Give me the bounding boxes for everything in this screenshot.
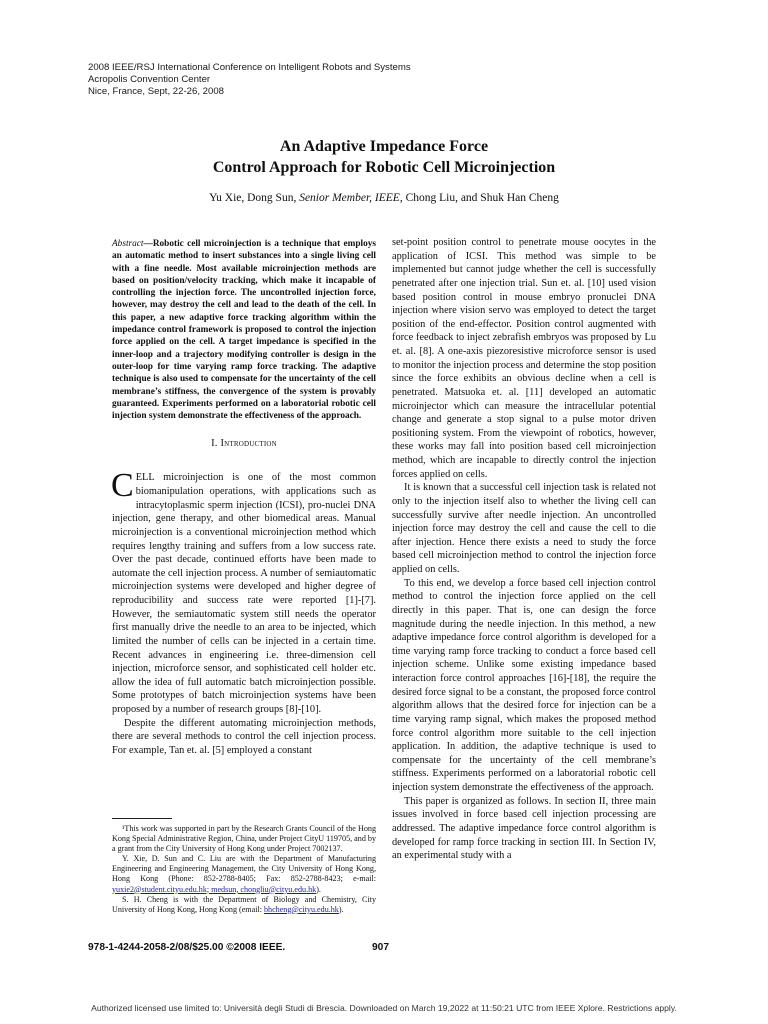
paragraph: Despite the different automating microinjection methods, there are several methods to control the cell injection process. For example, Tan et. al. [5] employed a constant [112,717,376,756]
author-list [0,191,768,205]
right-column [392,236,656,863]
abstract [112,238,376,422]
isbn-copyright: 978-1-4244-2058-2/08/$25.00 ©2008 IEEE. [88,942,286,953]
footnote-text: S. H. Cheng is with the Department of Biology and Chemistry, City University of Hong Kong, Hong Kong (email: [112,894,376,914]
paper-title [0,136,768,178]
left-column [112,238,376,758]
conference-name: 2008 IEEE/RSJ International Conference on Intelligent Robots and Systems [88,62,411,73]
authors-part-1: Yu Xie, Dong Sun, [209,192,300,204]
paragraph: set-point position control to penetrate mouse oocytes in the application of ICSI. This method was simple to be implemented but cannot judge whether the cell is successfully penetrated after one injection trial. Sun et. al. [10] used vision based position control in mouse embryo pronuclei DNA injection where vision servo was employed to detect the target position of the end-effector. Position control augmented with force feedback to inject zebrafish embryos was proposed by Lu et. al. [8]. A one-axis piezoresistive microforce sensor is used to monitor the injection process and determine the stop position since the force exhibits an obvious decline when a cell is penetrated. Matsuoka et. al. [11] developed an automatic microinjector which can measure the intracellular potential change and generate a stop signal to a pulse motor driven positioning system. From the viewpoint of robotics, however, these works may fall into position based cell microinjection method, which are incapable to directly control the injection forces applied on cells. [392,237,656,480]
footnote-rule [112,818,172,819]
abstract-label: Abstract [112,239,144,249]
paragraph-text: ELL microinjection is one of the most common biomanipulation operations, with applications such as intracytoplasmic sperm injection (ICSI), pro-nuclei DNA injection, gene therapy, and other biomedical areas. Manual microinjection is a conventional microinjection method which requires lengthy training and suffers from a low success rate. Over the past decade, continued efforts have been made to automate the cell injection process. A number of semiautomatic microinjection systems were developed and higher degree of reproducibility and success rate were reported [1]-[7]. However, the semiautomatic system still needs the operator first manually drive the needle to an area to be injected, which limited the number of cells can be injected in a certain time. Recent advances in engineering i.e. three-dimension cell injection, microforce sensor, and sophisticated cell holder etc. allow the idea of full automatic batch microinjection possible. Some prototypes of batch microinjection systems have been proposed by a number of research groups [8]-[10]. [112,472,376,716]
section-heading-introduction: I. Introduction [211,438,277,450]
conference-dates: Nice, France, Sept, 22-26, 2008 [88,86,224,97]
authors-part-2: , Chong Liu, and Shuk Han Cheng [399,192,559,204]
paragraph: It is known that a successful cell injection task is related not only to the injection itself also to whether the living cell can successfully survive after needle injection. An uncontrolled injection force may destroy the cell and cause the cell to die after injection. Hence there exists a need to study the force based cell microinjection method to control the injection force applied on cells. [392,482,656,575]
footnote-affiliation-1 [112,854,376,894]
footnote-funding: ¹This work was supported in part by the Research Grants Council of the Hong Kong Special Administrative Region, China, under Project CityU 119705, and by a grant from the City University of Hong Kong under Project 7002137. [112,824,376,854]
email-link[interactable]: yuxie2@student.cityu.edu.hk; medsun, chongliu@cityu.edu.hk [112,884,317,894]
footnote-text-end: ). [316,884,321,894]
conference-venue: Acropolis Convention Center [88,74,211,85]
footnote-text: Y. Xie, D. Sun and C. Liu are with the Department of Manufacturing Engineering and Engineering Management, the City University of Hong Kong, Hong Kong (Phone: 852-2788-8405; Fax: 852-2788-8423; e-mail: [112,854,376,884]
author-role: Senior Member, IEEE [299,192,400,204]
footnote-affiliation-2 [112,895,376,915]
footnote-text-end: ). [338,904,344,914]
drop-cap: C [111,467,134,505]
title-line-1: An Adaptive Impedance Force [279,138,489,155]
page-number: 907 [372,942,389,953]
paragraph: To this end, we develop a force based cell injection control method to control the injection force applied on the cell directly in this paper. That is, one can design the force magnitude during the needle injection. In this method, a new adaptive impedance force control algorithm is developed for a time varying ramp force tracking to conduct a force based cell injection scheme. Unlike some existing impedance based interaction force control approaches [16]-[18], the require the desired force signal to be a constant, the proposed force control algorithm allows that the desired force for injection can be a time varying ramp signal, which makes the proposed method force control algorithm more suitable to the cell injection application. In addition, the adaptive technique is used to compensate for the uncertainty of the cell membrane’s stiffness. Experiments performed on a laboratorial robotic cell injection system demonstrate the effectiveness of the approach. [392,577,656,793]
introduction-body-right [392,236,656,863]
authorization-notice: Authorized licensed use limited to: Università degli Studi di Brescia. Downloaded on March 19,2022 at 11:50:21 UTC from IEEE Xplore. Restrictions apply. [91,1003,677,1013]
paragraph [111,467,376,716]
conference-header [88,62,688,98]
paragraph: This paper is organized as follows. In section II, three main issues involved in force based cell injection processing are addressed. The adaptive impedance force control algorithm is developed for ramp force tracking in section III. In Section IV, an experimental study with a [392,795,656,862]
introduction-body-left [111,467,376,757]
email-link[interactable]: bhcheng@cityu.edu.hk [263,904,339,914]
abstract-text: —Robotic cell microinjection is a technique that employs an automatic method to insert substances into a single living cell with a fine needle. Most available microinjection methods are based on position/velocity tracking, which make it incapable of controlling the injection force. The uncontrolled injection force, however, may destroy the cell and lead to the death of the cell. In this paper, a new adaptive force tracking algorithm within the impedance control framework is proposed to control the injection force applied on the cell. A target impedance is specified in the inner-loop and a trajectory modifying controller is design in the outer-loop for time varying ramp force tracking. The adaptive technique is also used to compensate for the uncertainty of the cell membrane’s stiffness, the convergence of the system is provably guaranteed. Experiments performed on a laboratorial robotic cell injection system demonstrate the effectiveness of the approach. [112,239,376,422]
footnotes [112,824,376,915]
title-line-2: Control Approach for Robotic Cell Microinjection [212,159,556,176]
